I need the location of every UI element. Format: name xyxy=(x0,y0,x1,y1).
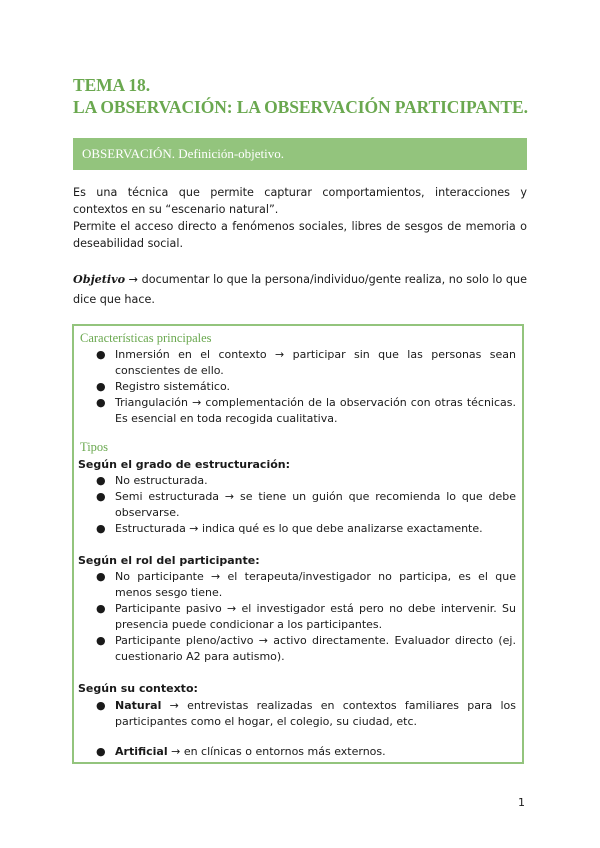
bullet-icon: ● xyxy=(96,348,106,361)
natural-label: Natural xyxy=(115,699,162,712)
banner-label: OBSERVACIÓN. Definición-objetivo. xyxy=(82,146,285,161)
bullet-icon: ● xyxy=(96,745,106,758)
bullet-icon: ● xyxy=(96,699,106,712)
list-item: ● No estructurada. xyxy=(96,474,208,487)
bullet-icon: ● xyxy=(96,490,106,503)
title-line-2: LA OBSERVACIÓN: LA OBSERVACIÓN PARTICIPANTE. xyxy=(73,97,528,117)
list-item: ● Inmersión en el contexto → participar sin que las personas sean conscientes de ello. xyxy=(96,348,516,377)
bullet-icon: ● xyxy=(96,570,106,583)
context-list xyxy=(74,698,520,760)
page-title xyxy=(73,74,543,118)
list-item: ● Participante pleno/activo → activo directamente. Evaluador directo (ej. cuestionario A2 para autismo). xyxy=(96,634,516,663)
objective-text: → documentar lo que la persona/individuo/gente realiza, no solo lo que dice que hace. xyxy=(73,273,527,306)
list-item: ● Semi estructurada → se tiene un guión que recomienda lo que debe observarse. xyxy=(96,490,516,519)
intro-text-2: Permite el acceso directo a fenómenos sociales, libres de sesgos de memoria o deseabilidad social. xyxy=(73,220,527,250)
context-heading: Según su contexto: xyxy=(78,682,198,695)
structuring-list xyxy=(74,473,520,537)
characteristics-list xyxy=(74,347,520,427)
structuring-heading: Según el grado de estructuración: xyxy=(78,458,291,471)
intro-text-1: Es una técnica que permite capturar comportamientos, interacciones y contextos en su “escenario natural”. xyxy=(73,186,527,216)
bullet-icon: ● xyxy=(96,602,106,615)
bullet-icon: ● xyxy=(96,380,106,393)
list-item: ● Natural → entrevistas realizadas en contextos familiares para los participantes como el hogar, el colegio, su ciudad, etc. xyxy=(96,699,516,728)
role-list xyxy=(74,569,520,665)
page-number: 1 xyxy=(518,796,525,809)
characteristics-title: Características principales xyxy=(80,331,212,345)
bullet-icon: ● xyxy=(96,474,106,487)
content-box xyxy=(72,324,524,764)
objective-label: Objetivo xyxy=(73,272,126,286)
list-item: ● Triangulación → complementación de la observación con otras técnicas. Es esencial en toda recogida cualitativa. xyxy=(96,396,516,425)
bullet-icon: ● xyxy=(96,522,106,535)
list-item: ● Artificial → en clínicas o entornos más externos. xyxy=(96,745,386,758)
title-line-1: TEMA 18. xyxy=(73,75,150,95)
list-item: ● Participante pasivo → el investigador está pero no debe intervenir. Su presencia puede condicionar a los participantes. xyxy=(96,602,516,631)
types-title: Tipos xyxy=(80,440,109,454)
artificial-label: Artificial xyxy=(115,745,168,758)
bullet-icon: ● xyxy=(96,396,106,409)
role-heading: Según el rol del participante: xyxy=(78,554,260,567)
bullet-icon: ● xyxy=(96,634,106,647)
list-item: ● No participante → el terapeuta/investigador no participa, es el que menos sesgo tiene. xyxy=(96,570,516,599)
section-banner xyxy=(73,138,527,170)
intro-paragraph xyxy=(73,184,527,252)
objective-paragraph xyxy=(73,269,527,310)
list-item: ● Registro sistemático. xyxy=(96,380,231,393)
list-item: ● Estructurada → indica qué es lo que debe analizarse exactamente. xyxy=(96,522,483,535)
